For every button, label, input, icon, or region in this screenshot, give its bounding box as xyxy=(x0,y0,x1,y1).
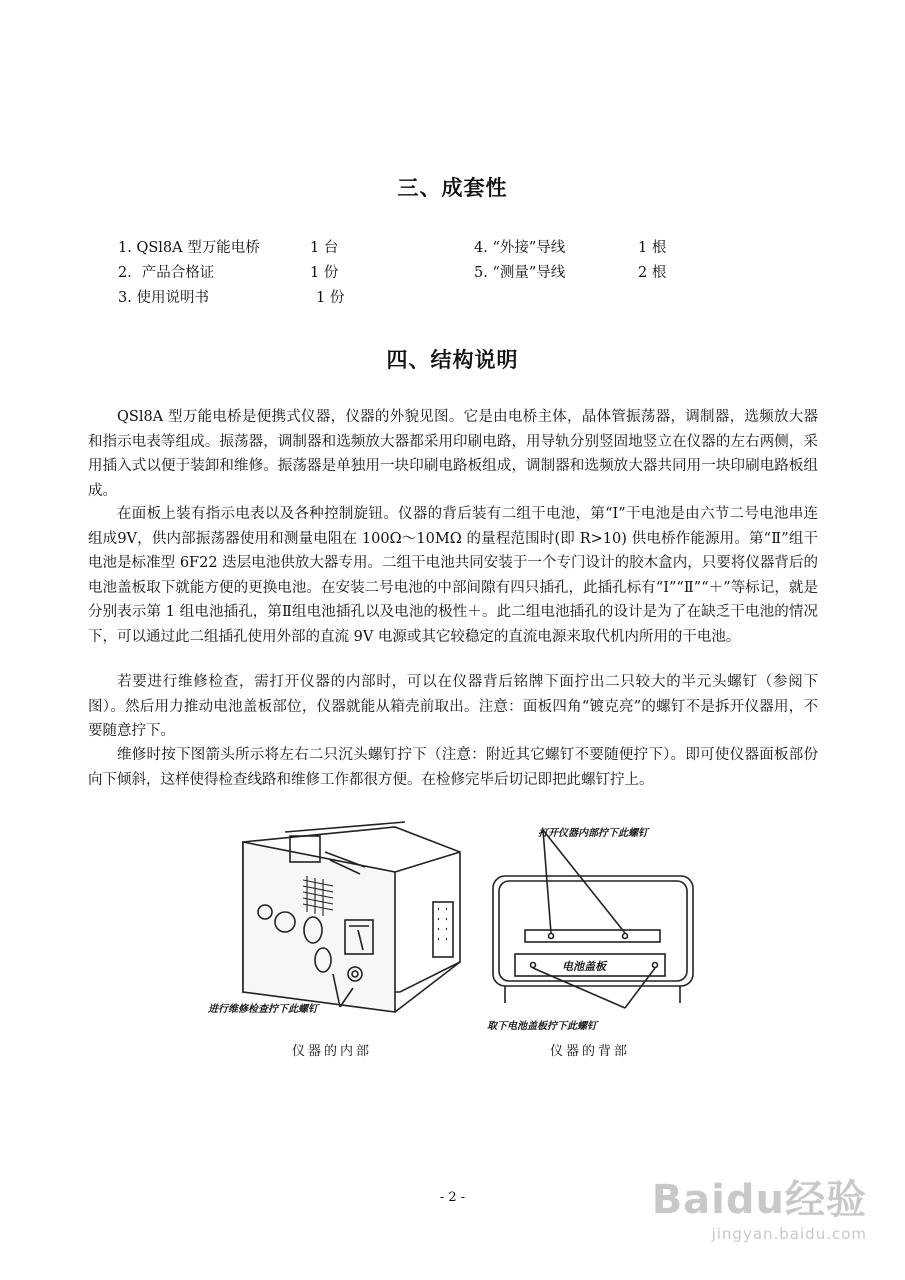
watermark-url: jingyan.baidu.com xyxy=(711,1225,867,1243)
item-4-qty: 1 根 xyxy=(638,240,667,256)
section4-title: 四、结构说明 xyxy=(386,348,519,372)
paragraph-4: 维修时按下图箭头所示将左右二只沉头螺钉拧下（注意：附近其它螺钉不要随便拧下）。即可使仪器面板部份向下倾斜，这样使得检查线路和维修工作都很方便。在检修完毕后切记即把此螺钉拧上。 xyxy=(88,747,818,788)
paragraph-2: 在面板上装有指示电表以及各种控制旋钮。仪器的背后装有二组干电池，第“I”干电池是由六节二号电池串连组成9V，供内部振荡器使用和测量电阻在 100Ω～10MΩ 的量程范围时(即 R>10) 供电桥作能源用。第“Ⅱ”组干电池是标准型 6F22 迭层电池供放大器专用。二组干电池共同安装于一个专门设计的胶木盒内，只要将仪器背后的电池盖板取下就能方便的更换电池。在安装二号电池的中部间隙有四只插孔，此插孔标有“I”“Ⅱ”“＋”等标记，就是分别表示第 1 组电池插孔，第Ⅱ组电池插孔以及电池的极性＋。此二组电池插孔的设计是为了在缺乏干电池的情况下，可以通过此二组插孔使用外部的直流 9V 电源或其它较稳定的直流电源来取代机内所用的干电池。 xyxy=(88,506,818,645)
figure-right-bottom-label: 取下电池盖板拧下此螺钉 xyxy=(487,1021,597,1032)
page-number: - 2 - xyxy=(439,1190,466,1205)
item-2-qty: 1 份 xyxy=(310,265,339,281)
instrument-interior-drawing xyxy=(195,812,470,1027)
baidu-watermark xyxy=(652,1168,867,1243)
paragraph-3: 若要进行维修检查，需打开仪器的内部时，可以在仪器背后铭牌下面拧出二只较大的半元头螺钉（参阅下图）。然后用力推动电池盖板部位，仪器就能从箱壳前取出。注意：面板四角“镀克亮”的螺钉不是拆开仪器用，不要随意拧下。 xyxy=(88,674,818,739)
section3-title: 三、成套性 xyxy=(397,176,508,200)
item-1-name: 1. QSl8A 型万能电桥 xyxy=(118,240,260,256)
figure-instrument-back xyxy=(485,818,700,1013)
instrument-back-drawing xyxy=(485,818,700,1013)
figure-left-label: 进行维修检查拧下此螺钉 xyxy=(208,1004,318,1015)
watermark-logo: Baidu经验 xyxy=(651,1177,867,1223)
item-5-qty: 2 根 xyxy=(638,265,667,281)
item-3-name: 3. 使用说明书 xyxy=(118,290,209,306)
figure-right-top-label: 打开仪器内部拧下此螺钉 xyxy=(538,828,648,839)
item-1-qty: 1 台 xyxy=(310,240,339,256)
item-4-name: 4. “外接”导线 xyxy=(474,240,566,256)
item-3-qty: 1 份 xyxy=(316,290,345,306)
figure-left-caption: 仪器的内部 xyxy=(292,1044,373,1059)
figure-right-caption: 仪器的背部 xyxy=(550,1044,631,1059)
figure-instrument-interior xyxy=(195,812,470,1027)
item-2-name: 2．产品合格证 xyxy=(118,265,215,281)
item-5-name: 5. “测量”导线 xyxy=(474,265,566,281)
paragraph-1: QSl8A 型万能电桥是便携式仪器，仪器的外貌见图。它是由电桥主体，晶体管振荡器，调制器，选频放大器和指示电表等组成。振荡器，调制器和选频放大器都采用印刷电路，用导轨分别竖固地竖立在仪器的左右两侧，采用插入式以便于装卸和维修。振荡器是单独用一块印刷电路板组成，调制器和选频放大器共同用一块印刷电路板组成。 xyxy=(88,409,818,499)
battery-cover-text: 电池盖板 xyxy=(562,960,606,973)
